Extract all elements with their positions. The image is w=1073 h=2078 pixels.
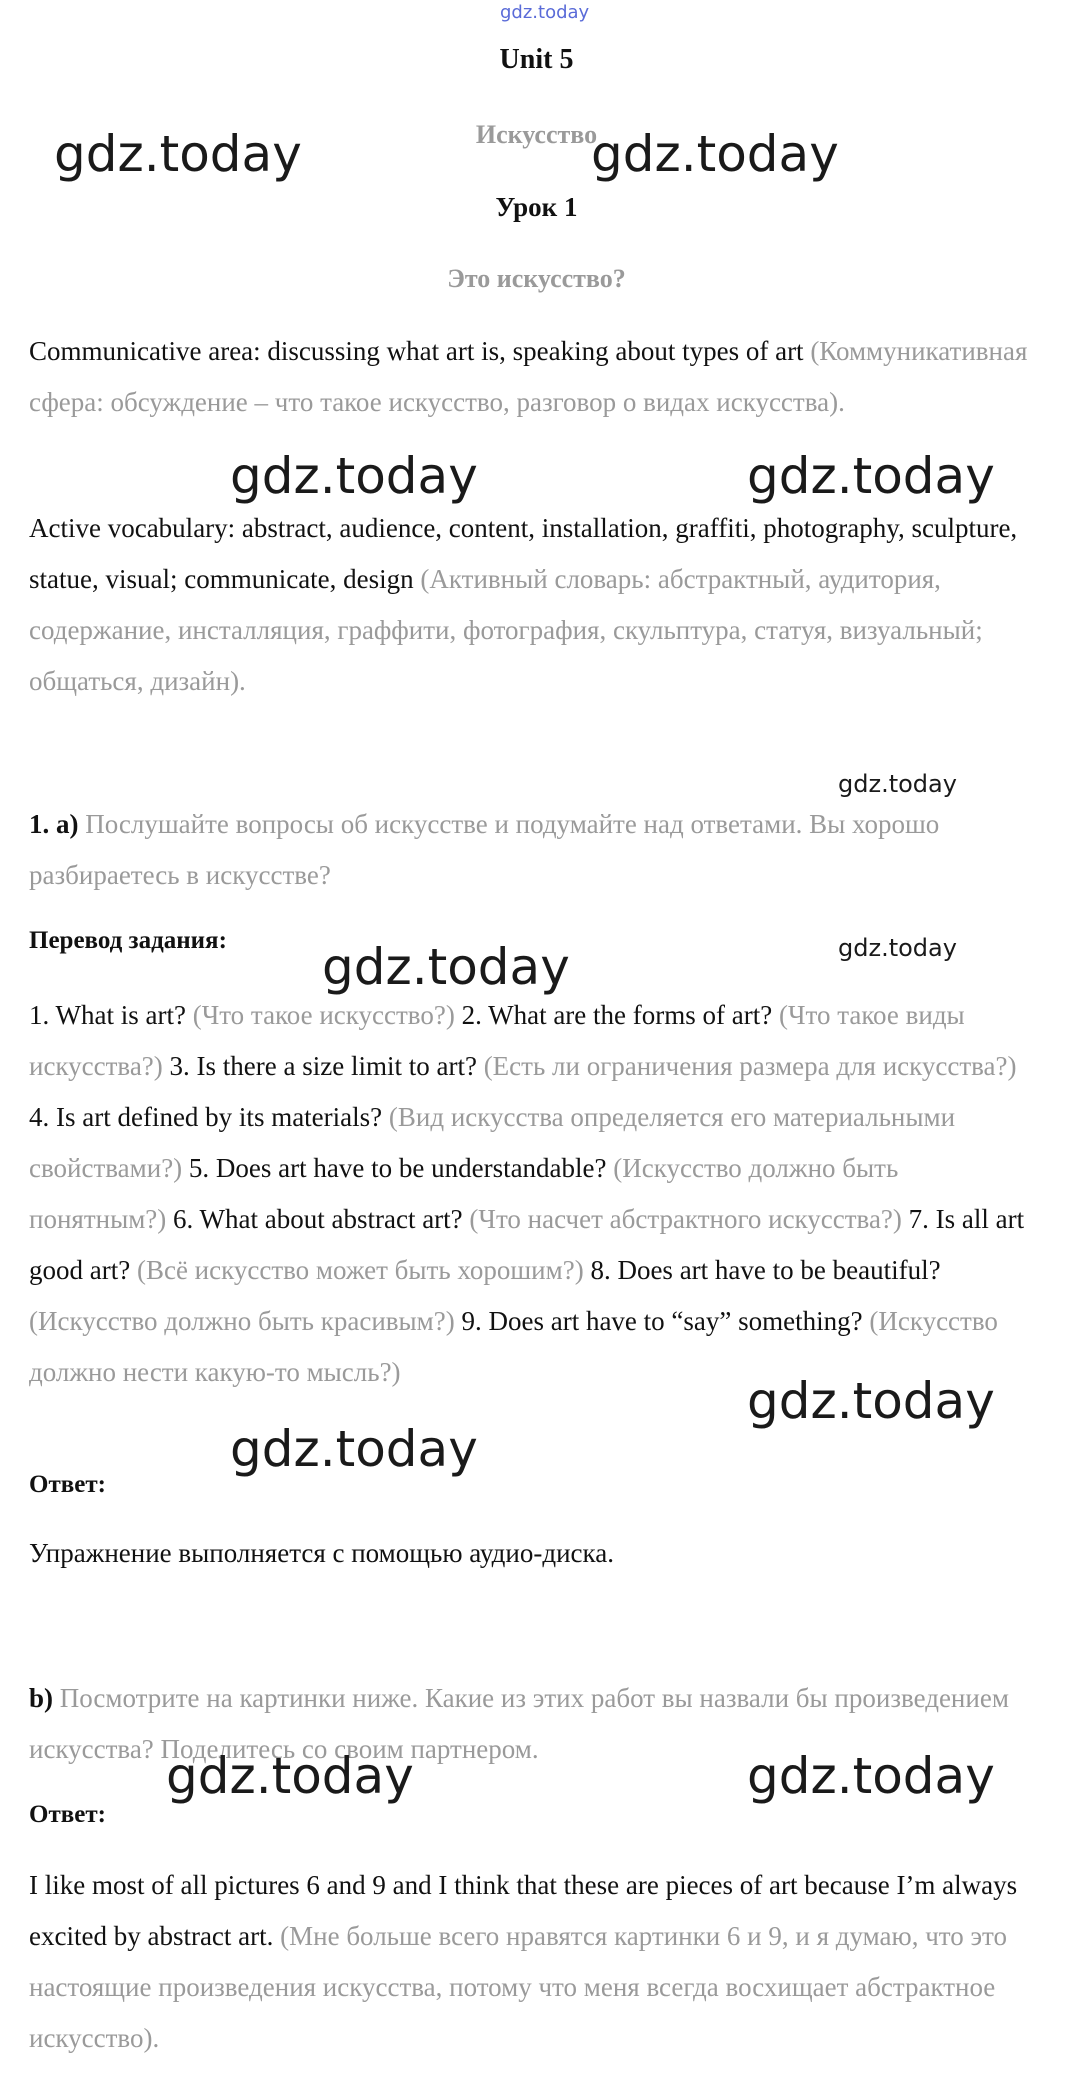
question-7-ru: (Всё искусство может быть хорошим?) bbox=[136, 1255, 584, 1285]
watermark-small-1: gdz.today bbox=[838, 770, 957, 798]
watermark-4: gdz.today bbox=[747, 447, 995, 505]
watermark-small-2: gdz.today bbox=[838, 934, 957, 962]
task-1b-text: Посмотрите на картинки ниже. Какие из этих работ вы назвали бы произведением искусства? Поделитесь со своим партнером. bbox=[29, 1683, 1009, 1764]
question-8-en: 8. Does art have to be beautiful? bbox=[590, 1255, 941, 1285]
watermark-5: gdz.today bbox=[322, 938, 570, 996]
question-2-en: 2. What are the forms of art? bbox=[461, 1000, 773, 1030]
question-4-en: 4. Is art defined by its materials? bbox=[29, 1102, 383, 1132]
topic-title: Искусство bbox=[475, 120, 598, 149]
question-1-en: 1. What is art? bbox=[29, 1000, 186, 1030]
watermark-1: gdz.today bbox=[54, 125, 302, 183]
watermark-6: gdz.today bbox=[747, 1372, 995, 1430]
question-9-ru: (Искусство должно нести какую-то мысль?) bbox=[29, 1306, 998, 1387]
question-7-en: 7. Is all art good art? bbox=[29, 1204, 1025, 1285]
answer-1a-heading: Ответ: bbox=[29, 1471, 106, 1498]
communicative-area-ru: (Коммуникативная сфера: обсуждение – что такое искусство, разговор о видах искусства). bbox=[29, 336, 1028, 417]
question-3-en: 3. Is there a size limit to art? bbox=[169, 1051, 477, 1081]
answer-1a-text: Упражнение выполняется с помощью аудио-диска. bbox=[29, 1538, 614, 1568]
task-1a-text: Послушайте вопросы об искусстве и подумайте над ответами. Вы хорошо разбираетесь в искусстве? bbox=[29, 809, 940, 890]
question-8-ru: (Искусство должно быть красивым?) bbox=[29, 1306, 455, 1336]
task-1a-label: 1. a) bbox=[29, 809, 79, 839]
lesson-title: Урок 1 bbox=[495, 192, 578, 222]
active-vocabulary-en: Active vocabulary: abstract, audience, content, installation, graffiti, photography, sculpture, statue, visual; communicate, design bbox=[29, 513, 1018, 594]
active-vocabulary-paragraph bbox=[29, 503, 1029, 707]
question-5-en: 5. Does art have to be understandable? bbox=[188, 1153, 607, 1183]
communicative-area-paragraph bbox=[29, 326, 1029, 428]
answer-1b-ru: (Мне больше всего нравятся картинки 6 и 9, и я думаю, что это настоящие произведения искусства, потому что меня всегда восхищает абстрактное искусство). bbox=[29, 1921, 1007, 2053]
communicative-area-en: Communicative area: discussing what art is, speaking about types of art bbox=[29, 336, 804, 366]
watermark-2: gdz.today bbox=[591, 125, 839, 183]
answer-1b-heading: Ответ: bbox=[29, 1801, 106, 1828]
watermark-3: gdz.today bbox=[230, 447, 478, 505]
answer-1b-paragraph bbox=[29, 1860, 1029, 2064]
question-3-ru: (Есть ли ограничения размера для искусства?) bbox=[483, 1051, 1017, 1081]
task-1a-paragraph bbox=[29, 799, 1029, 901]
answer-1b-en: I like most of all pictures 6 and 9 and I think that these are pieces of art because I’m always excited by abstract art. bbox=[29, 1870, 1018, 1951]
questions-paragraph bbox=[29, 990, 1029, 1398]
question-5-ru: (Искусство должно быть понятным?) bbox=[29, 1153, 899, 1234]
question-6-ru: (Что насчет абстрактного искусства?) bbox=[469, 1204, 902, 1234]
translation-heading: Перевод задания: bbox=[29, 927, 227, 954]
watermark-7: gdz.today bbox=[230, 1420, 478, 1478]
watermark-8: gdz.today bbox=[166, 1747, 414, 1805]
question-2-ru: (Что такое виды искусства?) bbox=[29, 1000, 965, 1081]
question-4-ru: (Вид искусства определяется его материальными свойствами?) bbox=[29, 1102, 956, 1183]
watermark-top: gdz.today bbox=[500, 2, 590, 23]
question-9-en: 9. Does art have to “say” something? bbox=[461, 1306, 863, 1336]
question-6-en: 6. What about abstract art? bbox=[173, 1204, 463, 1234]
active-vocabulary-ru: (Активный словарь: абстрактный, аудитория, содержание, инсталляция, граффити, фотография, скульптура, статуя, визуальный; общаться, дизайн). bbox=[29, 564, 983, 696]
lesson-subtitle: Это искусство? bbox=[447, 264, 626, 293]
unit-title: Unit 5 bbox=[499, 44, 574, 75]
question-1-ru: (Что такое искусство?) bbox=[192, 1000, 455, 1030]
task-1b-label: b) bbox=[29, 1683, 54, 1713]
watermark-9: gdz.today bbox=[747, 1747, 995, 1805]
